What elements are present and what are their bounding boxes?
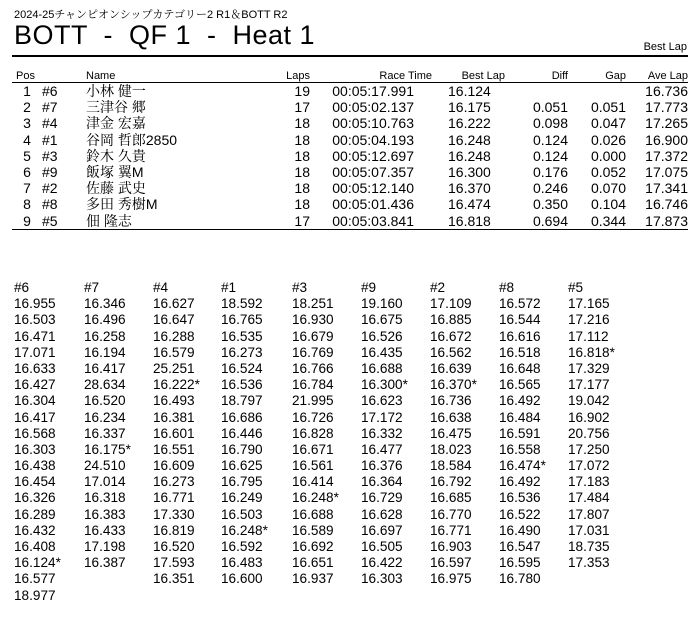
result-ave-lap: 17.773 <box>645 99 688 116</box>
result-pos: 8 <box>23 196 31 213</box>
lap-time: 16.562 <box>430 344 472 360</box>
lap-time: 17.072 <box>568 458 610 474</box>
result-driver-name: 多田 秀樹M <box>86 196 158 213</box>
lap-time: 16.435 <box>361 344 403 360</box>
lap-time: 16.446 <box>221 425 263 441</box>
lap-column-kart: #7 <box>84 280 100 295</box>
col-gap: Gap <box>568 66 626 83</box>
result-kart-no: #7 <box>42 99 58 116</box>
col-best-lap: Best Lap <box>436 66 508 83</box>
lap-time: 16.175* <box>84 441 131 457</box>
result-race-time: 00:05:04.193 <box>332 131 414 148</box>
lap-time: 16.792 <box>430 474 472 490</box>
lap-time: 16.671 <box>292 441 334 457</box>
lap-column-kart: #9 <box>361 280 377 295</box>
lap-time: 16.222* <box>153 377 200 393</box>
lap-time: 16.524 <box>221 360 263 376</box>
col-race-time: Race Time <box>310 66 436 83</box>
result-best-lap: 16.248 <box>448 147 491 164</box>
lap-time: 16.600 <box>221 571 263 587</box>
col-diff: Diff <box>508 66 568 83</box>
lap-time: 16.688 <box>361 360 403 376</box>
result-race-time: 00:05:03.841 <box>310 213 436 230</box>
lap-time: 16.648 <box>499 360 541 376</box>
result-race-time: 00:05:01.436 <box>332 196 414 213</box>
result-diff: 0.124 <box>532 131 568 148</box>
lap-time: 16.248* <box>221 522 268 538</box>
lap-time: 16.258 <box>84 328 126 344</box>
lap-time: 17.183 <box>568 474 610 490</box>
lap-time: 16.503 <box>14 312 56 328</box>
lap-column-kart: #8 <box>499 280 515 295</box>
lap-time: 16.496 <box>84 312 126 328</box>
col-laps: Laps <box>270 66 310 83</box>
result-diff: 0.350 <box>532 196 568 213</box>
result-race-time: 00:05:17.991 <box>332 83 414 100</box>
lap-column <box>430 280 500 588</box>
col-pos: Pos <box>12 66 42 83</box>
lap-time: 16.638 <box>430 409 472 425</box>
lap-time: 16.561 <box>292 458 334 474</box>
result-race-time: 00:05:02.137 <box>332 99 414 116</box>
results-header-row <box>12 66 688 83</box>
lap-time: 16.577 <box>14 571 56 587</box>
result-driver-name: 津金 宏嘉 <box>86 115 146 132</box>
table-row <box>12 83 688 100</box>
lap-time: 18.977 <box>14 587 56 603</box>
lap-time: 16.383 <box>84 506 126 522</box>
result-race-time: 00:05:12.697 <box>332 147 414 164</box>
result-pos: 7 <box>23 180 31 197</box>
lap-time: 16.492 <box>499 393 541 409</box>
lap-column-kart: #5 <box>568 280 584 295</box>
lap-time: 16.568 <box>14 425 56 441</box>
result-laps: 18 <box>294 131 310 148</box>
lap-time: 16.595 <box>499 555 541 571</box>
lap-time: 16.303 <box>361 571 403 587</box>
result-gap: 0.070 <box>590 180 626 197</box>
table-row <box>12 99 688 115</box>
result-kart-no: #9 <box>42 164 58 181</box>
result-diff: 0.051 <box>532 99 568 116</box>
lap-time: 19.160 <box>361 296 403 312</box>
lap-time: 16.828 <box>292 425 334 441</box>
col-ave-lap: Ave Lap <box>626 66 688 83</box>
lap-time: 16.625 <box>221 458 263 474</box>
result-best-lap: 16.175 <box>448 99 491 116</box>
lap-time: 16.672 <box>430 328 472 344</box>
col-no <box>42 66 86 83</box>
lap-time: 16.558 <box>499 441 541 457</box>
table-row <box>12 196 688 212</box>
lap-time: 16.376 <box>361 458 403 474</box>
result-laps: 18 <box>294 180 310 197</box>
result-ave-lap: 17.873 <box>626 213 688 230</box>
lap-time: 16.422 <box>361 555 403 571</box>
lap-time: 16.520 <box>153 539 195 554</box>
result-diff: 0.124 <box>532 147 568 164</box>
lap-time: 16.647 <box>153 312 195 328</box>
result-laps: 18 <box>294 115 310 132</box>
lap-time: 16.490 <box>499 522 541 538</box>
result-best-lap: 16.818 <box>436 213 508 230</box>
lap-time: 16.370* <box>430 377 477 393</box>
lap-time: 16.930 <box>292 312 334 328</box>
lap-time: 17.330 <box>153 506 195 522</box>
lap-time: 21.995 <box>292 393 334 409</box>
lap-time: 16.520 <box>84 393 126 409</box>
lap-time: 16.387 <box>84 555 126 571</box>
lap-time: 16.417 <box>14 409 56 425</box>
result-pos: 5 <box>23 147 31 164</box>
lap-time: 16.433 <box>84 522 126 538</box>
lap-time: 17.071 <box>14 344 56 360</box>
lap-time: 16.726 <box>292 409 334 425</box>
result-race-time: 00:05:12.140 <box>332 180 414 197</box>
lap-time: 17.014 <box>84 474 126 490</box>
table-row <box>12 148 688 164</box>
lap-time: 17.593 <box>153 555 195 571</box>
lap-time: 16.522 <box>499 506 541 522</box>
result-ave-lap: 17.341 <box>645 180 688 197</box>
lap-time: 16.194 <box>84 344 126 360</box>
lap-time: 16.300* <box>361 377 408 393</box>
lap-time: 16.408 <box>14 539 56 554</box>
lap-time: 16.766 <box>292 360 334 376</box>
lap-column <box>14 280 84 604</box>
result-race-time: 00:05:07.357 <box>332 164 414 181</box>
lap-time: 17.031 <box>568 522 610 538</box>
lap-time: 16.303 <box>14 441 56 457</box>
lap-time: 16.686 <box>221 409 263 425</box>
lap-column <box>221 280 291 588</box>
lap-time: 16.474* <box>499 458 546 474</box>
lap-time: 16.427 <box>14 377 56 393</box>
title-rule <box>12 55 688 57</box>
lap-time: 16.609 <box>153 458 195 474</box>
lap-column-kart: #4 <box>153 280 169 295</box>
lap-time: 16.679 <box>292 328 334 344</box>
lap-time: 16.780 <box>499 571 541 587</box>
lap-time: 16.547 <box>499 539 541 554</box>
lap-time: 17.172 <box>361 409 403 425</box>
lap-time: 16.483 <box>221 555 263 571</box>
result-ave-lap: 17.075 <box>645 164 688 181</box>
lap-time: 16.589 <box>292 522 334 538</box>
best-lap-tag: Best Lap <box>643 41 687 53</box>
lap-column-kart: #2 <box>430 280 446 295</box>
lap-time: 16.124* <box>14 555 61 571</box>
lap-time: 16.414 <box>292 474 334 490</box>
lap-time: 16.736 <box>430 393 472 409</box>
lap-time: 16.597 <box>430 555 472 571</box>
lap-time: 17.109 <box>430 296 472 312</box>
result-diff <box>508 83 568 100</box>
lap-time: 16.628 <box>361 506 403 522</box>
result-gap: 0.000 <box>590 147 626 164</box>
result-kart-no: #4 <box>42 115 58 132</box>
lap-time: 16.432 <box>14 522 56 538</box>
lap-time: 16.471 <box>14 328 56 344</box>
lap-time: 17.807 <box>568 506 610 522</box>
lap-time: 16.326 <box>14 490 56 506</box>
lap-time: 16.639 <box>430 360 472 376</box>
lap-time: 16.351 <box>153 571 195 587</box>
lap-column <box>84 280 154 571</box>
lap-time: 16.688 <box>292 506 334 522</box>
lap-time: 16.493 <box>153 393 195 409</box>
result-kart-no: #6 <box>42 83 58 100</box>
results-body <box>12 83 688 230</box>
result-best-lap: 16.222 <box>448 115 491 132</box>
lap-time: 18.592 <box>221 296 263 312</box>
lap-time: 16.633 <box>14 360 56 376</box>
result-race-time: 00:05:10.763 <box>332 115 414 132</box>
lap-time: 16.692 <box>292 539 334 554</box>
lap-time: 16.818* <box>568 344 615 360</box>
lap-time: 18.251 <box>292 296 334 312</box>
lap-column <box>499 280 569 588</box>
lap-time: 16.526 <box>361 328 403 344</box>
result-laps: 18 <box>294 164 310 181</box>
result-laps: 19 <box>294 83 310 100</box>
lap-time: 16.492 <box>499 474 541 490</box>
result-gap <box>568 83 626 100</box>
lap-time: 16.903 <box>430 539 472 554</box>
result-kart-no: #3 <box>42 147 58 164</box>
lap-time: 17.216 <box>568 312 610 328</box>
result-driver-name: 佐藤 武史 <box>86 180 146 197</box>
lap-time: 16.627 <box>153 296 195 312</box>
lap-time: 18.797 <box>221 393 263 409</box>
lap-column <box>361 280 431 588</box>
lap-column <box>568 280 638 571</box>
lap-time: 17.112 <box>568 328 609 344</box>
lap-time: 16.651 <box>292 555 334 571</box>
result-ave-lap: 16.736 <box>645 83 688 100</box>
lap-time: 16.332 <box>361 425 403 441</box>
lap-time: 16.765 <box>221 312 263 328</box>
lap-time: 24.510 <box>84 458 126 474</box>
lap-time: 16.795 <box>221 474 263 490</box>
result-ave-lap: 16.900 <box>645 131 688 148</box>
result-pos: 1 <box>23 83 31 100</box>
lap-time: 16.535 <box>221 328 263 344</box>
lap-time: 16.475 <box>430 425 472 441</box>
result-driver-name: 飯塚 翼M <box>86 164 144 181</box>
lap-time: 16.784 <box>292 377 334 393</box>
result-gap: 0.051 <box>590 99 626 116</box>
lap-time: 17.484 <box>568 490 610 506</box>
lap-time: 16.592 <box>221 539 263 554</box>
lap-time: 16.288 <box>153 328 195 344</box>
result-best-lap: 16.474 <box>448 196 491 213</box>
result-best-lap: 16.124 <box>448 83 491 100</box>
lap-time: 17.329 <box>568 360 610 376</box>
result-best-lap: 16.370 <box>448 180 491 197</box>
lap-time: 18.584 <box>430 458 472 474</box>
table-row <box>12 213 688 230</box>
lap-time: 17.250 <box>568 441 610 457</box>
lap-time: 16.623 <box>361 393 403 409</box>
lap-time: 16.477 <box>361 441 403 457</box>
lap-time: 16.675 <box>361 312 403 328</box>
lap-time: 16.770 <box>430 506 472 522</box>
result-laps: 17 <box>294 99 310 116</box>
lap-time: 17.165 <box>568 296 610 312</box>
lap-time: 16.417 <box>84 360 126 376</box>
result-laps: 18 <box>294 147 310 164</box>
lap-time: 16.337 <box>84 425 126 441</box>
lap-time: 16.955 <box>14 296 56 312</box>
lap-time: 16.729 <box>361 490 403 506</box>
lap-time: 16.536 <box>499 490 541 506</box>
lap-column <box>153 280 223 588</box>
lap-time: 16.579 <box>153 344 195 360</box>
result-laps: 17 <box>270 213 310 230</box>
lap-time: 17.353 <box>568 555 610 571</box>
lap-column <box>292 280 362 588</box>
lap-time: 16.616 <box>499 328 541 344</box>
result-best-lap: 16.248 <box>448 131 491 148</box>
lap-time: 16.769 <box>292 344 334 360</box>
report-subtitle: 2024-25チャンピオンシップカテゴリー2 R1＆BOTT R2 <box>14 9 288 21</box>
lap-time: 16.937 <box>292 571 334 587</box>
lap-time: 16.484 <box>499 409 541 425</box>
lap-time: 16.503 <box>221 506 263 522</box>
lap-time: 16.975 <box>430 571 472 587</box>
report-title: BOTT - QF 1 - Heat 1 <box>14 20 316 50</box>
result-driver-name: 谷岡 哲郎2850 <box>86 131 178 148</box>
lap-time: 16.304 <box>14 393 56 409</box>
result-kart-no: #5 <box>42 213 86 230</box>
lap-time: 17.198 <box>84 539 126 554</box>
result-pos: 9 <box>12 213 42 230</box>
result-driver-name: 小林 健一 <box>86 83 146 100</box>
lap-time: 16.685 <box>430 490 472 506</box>
lap-time: 28.634 <box>84 377 126 393</box>
result-gap: 0.104 <box>590 196 626 213</box>
lap-time: 16.249 <box>221 490 263 506</box>
result-pos: 6 <box>23 164 31 181</box>
lap-time: 17.177 <box>568 377 610 393</box>
lap-time: 16.273 <box>221 344 263 360</box>
lap-time: 16.601 <box>153 425 195 441</box>
result-diff: 0.694 <box>508 213 568 230</box>
result-ave-lap: 17.372 <box>645 147 688 164</box>
result-best-lap: 16.300 <box>448 164 491 181</box>
lap-time: 16.551 <box>153 441 195 457</box>
lap-time: 16.438 <box>14 458 56 474</box>
result-gap: 0.026 <box>590 131 626 148</box>
result-pos: 2 <box>23 99 31 116</box>
result-gap: 0.047 <box>590 115 626 132</box>
lap-time: 16.790 <box>221 441 263 457</box>
result-gap: 0.052 <box>590 164 626 181</box>
result-pos: 4 <box>23 131 31 148</box>
lap-time: 16.819 <box>153 522 195 538</box>
lap-time: 19.042 <box>568 393 610 409</box>
lap-time: 16.902 <box>568 409 610 425</box>
table-row <box>12 164 688 180</box>
result-gap: 0.344 <box>568 213 626 230</box>
lap-column-kart: #6 <box>14 280 30 295</box>
lap-time: 16.364 <box>361 474 403 490</box>
lap-time: 16.697 <box>361 522 403 538</box>
lap-time: 16.381 <box>153 409 195 425</box>
lap-time: 16.885 <box>430 312 472 328</box>
lap-time: 16.505 <box>361 539 403 554</box>
result-kart-no: #8 <box>42 196 58 213</box>
result-kart-no: #2 <box>42 180 58 197</box>
lap-time: 16.544 <box>499 312 541 328</box>
lap-time: 16.454 <box>14 474 56 490</box>
table-row <box>12 132 688 148</box>
lap-time: 18.023 <box>430 441 472 457</box>
result-driver-name: 鈴木 久貴 <box>86 147 146 164</box>
result-diff: 0.098 <box>532 115 568 132</box>
result-kart-no: #1 <box>42 131 58 148</box>
result-driver-name: 三津谷 郷 <box>86 99 146 116</box>
lap-time: 16.248* <box>292 490 339 506</box>
lap-time: 16.273 <box>153 474 195 490</box>
lap-time: 16.289 <box>14 506 56 522</box>
result-ave-lap: 16.746 <box>645 196 688 213</box>
lap-time: 18.735 <box>568 539 610 554</box>
result-ave-lap: 17.265 <box>645 115 688 132</box>
lap-time: 25.251 <box>153 360 195 376</box>
table-row <box>12 180 688 196</box>
lap-time: 16.771 <box>153 490 195 506</box>
lap-time: 16.591 <box>499 425 541 441</box>
table-row <box>12 115 688 131</box>
result-diff: 0.176 <box>532 164 568 181</box>
result-laps: 18 <box>294 196 310 213</box>
lap-time: 16.234 <box>84 409 126 425</box>
lap-column-kart: #3 <box>292 280 308 295</box>
lap-time: 16.346 <box>84 296 126 312</box>
lap-time: 16.572 <box>499 296 541 312</box>
lap-time: 16.565 <box>499 377 541 393</box>
lap-time: 16.536 <box>221 377 263 393</box>
col-name: Name <box>86 66 270 83</box>
result-diff: 0.246 <box>532 180 568 197</box>
lap-time: 16.771 <box>430 522 472 538</box>
lap-time: 16.518 <box>499 344 541 360</box>
lap-column-kart: #1 <box>221 280 237 295</box>
result-driver-name: 佃 隆志 <box>86 213 270 230</box>
result-pos: 3 <box>23 115 31 132</box>
lap-time: 16.318 <box>84 490 126 506</box>
results-table <box>12 66 688 230</box>
lap-time: 20.756 <box>568 425 610 441</box>
